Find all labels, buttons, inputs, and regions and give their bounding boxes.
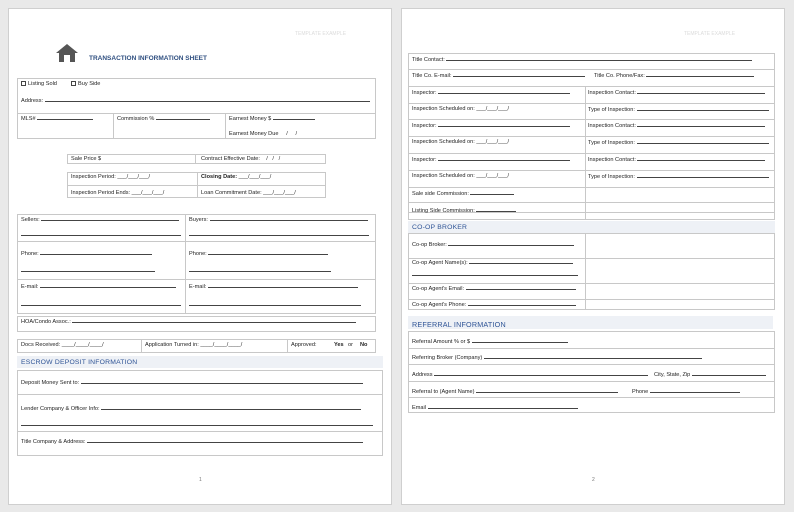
referring-broker-field[interactable]: Referring Broker (Company)	[412, 354, 702, 362]
referral-address-field[interactable]: Address	[412, 371, 648, 379]
buyer-phone-line-2[interactable]	[189, 267, 331, 275]
referral-to-field[interactable]: Referral to (Agent Name)	[412, 388, 618, 396]
page-number: 1	[199, 477, 202, 483]
title-contact-field[interactable]: Title Contact:	[412, 56, 752, 64]
buyer-phone-field[interactable]: Phone:	[189, 250, 328, 258]
earnest-money-field[interactable]: Earnest Money $	[229, 115, 315, 123]
inspection-contact-2-field[interactable]: Inspection Contact:	[588, 122, 765, 130]
closing-date-field[interactable]: Closing Date: ___/___/___/	[201, 174, 272, 180]
page-1	[8, 8, 392, 505]
coop-agent-names-field[interactable]: Co-op Agent Name(s):	[412, 259, 573, 267]
application-turned-in-field[interactable]: Application Turned in: ____/____/____/	[145, 342, 243, 348]
approved-no[interactable]: No	[360, 342, 368, 348]
referral-phone-field[interactable]: Phone	[632, 388, 740, 396]
coop-agent-names-line-2[interactable]	[412, 271, 578, 279]
seller-phone-line-2[interactable]	[21, 267, 155, 275]
address-field[interactable]: Address:	[21, 97, 370, 105]
mls-field[interactable]: MLS#	[21, 115, 93, 123]
sale-price-field[interactable]: Sale Price $	[71, 156, 102, 162]
docs-received-field[interactable]: Docs Received: ____/____/____/	[21, 342, 104, 348]
deposit-money-sent-to-field[interactable]: Deposit Money Sent to:	[21, 379, 363, 387]
commission-field[interactable]: Commission %	[117, 115, 210, 123]
inspection-scheduled-2-field[interactable]: Inspection Scheduled on: ___/___/___/	[412, 139, 510, 145]
house-icon	[55, 43, 79, 63]
referral-amount-field[interactable]: Referral Amount % or $	[412, 338, 568, 346]
inspector-2-field[interactable]: Inspector:	[412, 122, 570, 130]
page-2	[401, 8, 785, 505]
inspector-1-field[interactable]: Inspector:	[412, 89, 570, 97]
listing-side-commission-field[interactable]: Listing Side Commission:	[412, 207, 516, 215]
coop-agent-email-field[interactable]: Co-op Agent's Email:	[412, 285, 576, 293]
seller-email-field[interactable]: E-mail:	[21, 283, 176, 291]
sale-price-box	[67, 154, 326, 164]
title-company-address-field[interactable]: Title Company & Address:	[21, 438, 363, 446]
coop-section-header: CO-OP BROKER	[412, 224, 468, 231]
approved-yes[interactable]: Yes	[334, 342, 344, 348]
earnest-money-due-field[interactable]: Earnest Money Due / /	[229, 131, 298, 137]
coop-broker-field[interactable]: Co-op Broker:	[412, 241, 574, 249]
approved-or: or	[348, 342, 353, 348]
referral-section-header: REFERRAL INFORMATION	[412, 320, 506, 329]
inspection-period-field[interactable]: Inspection Period: ___/___/___/	[71, 174, 150, 180]
inspection-scheduled-3-field[interactable]: Inspection Scheduled on: ___/___/___/	[412, 173, 510, 179]
inspection-contact-3-field[interactable]: Inspection Contact:	[588, 156, 765, 164]
seller-phone-field[interactable]: Phone:	[21, 250, 152, 258]
inspection-scheduled-1-field[interactable]: Inspection Scheduled on: ___/___/___/	[412, 106, 510, 112]
buyers-line-2[interactable]	[189, 231, 369, 239]
type-of-inspection-1-field[interactable]: Type of Inspection:	[588, 106, 769, 114]
contract-effective-date-field[interactable]: Contract Effective Date: / / /	[201, 156, 281, 162]
buyer-email-field[interactable]: E-mail:	[189, 283, 358, 291]
type-of-inspection-2-field[interactable]: Type of Inspection:	[588, 139, 769, 147]
title-co-phone-fax-field[interactable]: Title Co. Phone/Fax:	[594, 72, 754, 80]
hoa-field[interactable]: HOA/Condo Assoc.:	[21, 318, 356, 326]
type-of-inspection-3-field[interactable]: Type of Inspection:	[588, 173, 769, 181]
approved-label: Approved:	[291, 342, 317, 348]
seller-email-line-2[interactable]	[21, 301, 181, 309]
listing-sold-checkbox[interactable]: Listing Sold	[21, 81, 57, 88]
inspection-contact-1-field[interactable]: Inspection Contact:	[588, 89, 765, 97]
lender-company-line-2[interactable]	[21, 421, 373, 429]
sale-side-commission-field[interactable]: Sale side Commission:	[412, 190, 514, 198]
parties-box	[17, 214, 376, 314]
city-state-zip-field[interactable]: City, State, Zip	[654, 371, 766, 379]
lender-company-field[interactable]: Lender Company & Officer Info:	[21, 405, 361, 413]
inspection-period-ends-field[interactable]: Inspection Period Ends: ___/___/___/	[71, 190, 165, 196]
escrow-section-header: ESCROW DEPOSIT INFORMATION	[21, 359, 138, 366]
sellers-line-2[interactable]	[21, 231, 181, 239]
page-title: TRANSACTION INFORMATION SHEET	[89, 55, 207, 62]
title-co-email-field[interactable]: Title Co. E-mail:	[412, 72, 585, 80]
inspector-3-field[interactable]: Inspector:	[412, 156, 570, 164]
sellers-field[interactable]: Sellers:	[21, 216, 179, 224]
referral-email-field[interactable]: Email	[412, 404, 578, 412]
page-number: 2	[592, 477, 595, 483]
coop-agent-phone-field[interactable]: Co-op Agent's Phone:	[412, 301, 576, 309]
buyers-field[interactable]: Buyers:	[189, 216, 368, 224]
watermark: TEMPLATE EXAMPLE	[295, 31, 347, 37]
loan-commitment-date-field[interactable]: Loan Commitment Date: ___/___/___/	[201, 190, 296, 196]
buy-side-checkbox[interactable]: Buy Side	[71, 81, 100, 88]
watermark: TEMPLATE EXAMPLE	[684, 31, 736, 37]
buyer-email-line-2[interactable]	[189, 301, 361, 309]
